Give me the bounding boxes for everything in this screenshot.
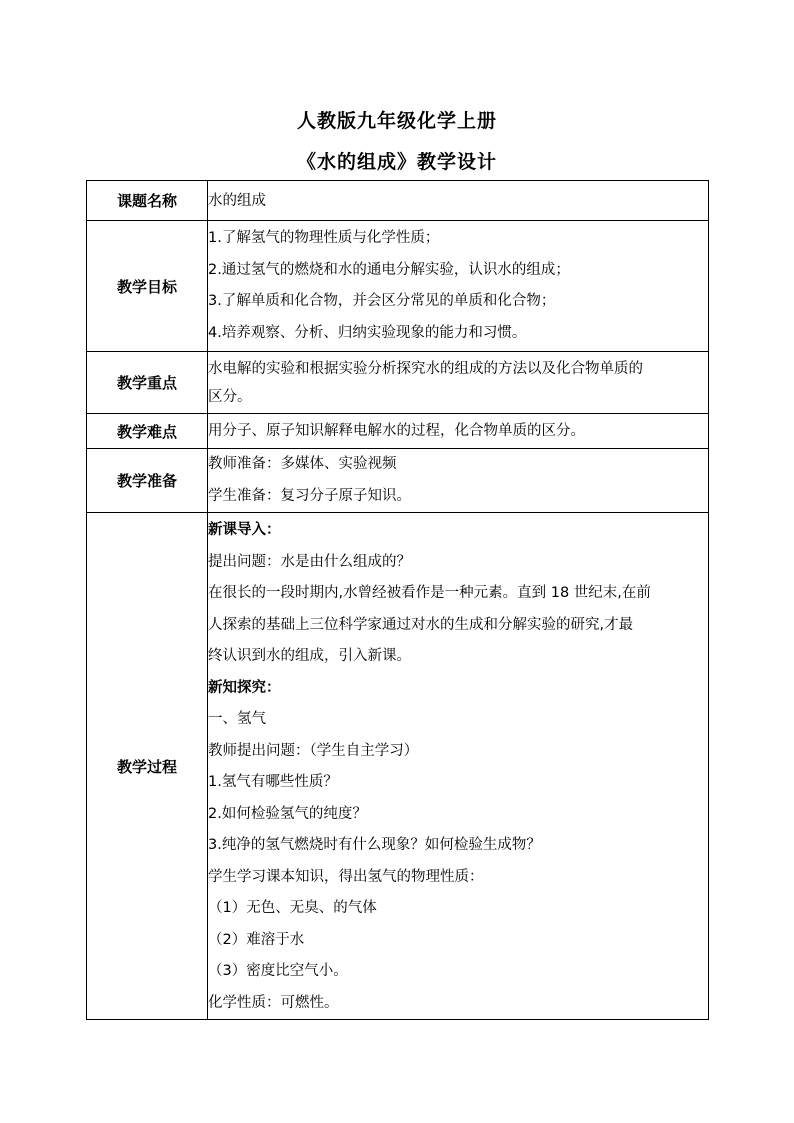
difficulties-label: 教学难点 [87,414,208,449]
process-line: 2.如何检验氢气的纯度？ [208,805,367,822]
process-line: 在很长的一段时期内,水曾经被看作是一种元素。直到 18 世纪末,在前 [208,585,651,601]
table-row-key-points [87,352,709,414]
document-subtitle: 《水的组成》教学设计 [296,151,497,173]
preparation-item: 学生准备：复习分子原子知识。 [208,487,411,504]
table-row-topic [87,181,709,221]
table-row-preparation [87,449,709,513]
table-row-difficulties [87,414,709,449]
process-line: 3.纯净的氢气燃烧时有什么现象？如何检验生成物？ [208,837,541,853]
goal-item: 4.培养观察、分析、归纳实验现象的能力和习惯。 [208,324,527,341]
key-points-content [208,352,709,414]
process-line: 提出问题：水是由什么组成的？ [208,553,411,570]
topic-content [208,181,709,221]
table-row-process [87,513,709,1020]
topic-text: 水的组成 [208,192,266,209]
process-line: （1）无色、无臭、的气体 [208,900,377,916]
process-line: 一、氢气 [208,711,266,727]
process-line: （2）难溶于水 [208,931,305,948]
key-points-text: 区分。 [208,388,252,405]
preparation-content [208,449,709,513]
section-heading: 新课导入： [208,522,281,538]
topic-label: 课题名称 [87,181,208,221]
key-points-label: 教学重点 [87,352,208,414]
goal-item: 1.了解氢气的物理性质与化学性质； [208,230,440,246]
difficulties-text: 用分子、原子知识解释电解水的过程，化合物单质的区分。 [208,423,585,439]
process-line: 学生学习课本知识，得出氢气的物理性质： [208,868,484,885]
goals-label: 教学目标 [87,221,208,352]
goals-content [208,221,709,352]
goal-item: 2.通过氢气的燃烧和水的通电分解实验，认识水的组成； [208,261,570,278]
preparation-item: 教师准备：多媒体、实验视频 [208,456,397,472]
table-row-goals [87,221,709,352]
process-line: （3）密度比空气小。 [208,963,348,979]
process-line: 终认识到水的组成，引入新课。 [208,648,411,664]
lesson-plan-table [86,180,709,1020]
process-line: 人探索的基础上三位科学家通过对水的生成和分解实验的研究,才最 [208,616,634,633]
goal-item: 3.了解单质和化合物，并会区分常见的单质和化合物； [208,293,556,309]
section-heading: 新知探究： [208,679,281,696]
process-label: 教学过程 [87,513,208,1020]
process-line: 1.氢气有哪些性质？ [208,774,338,790]
preparation-label: 教学准备 [87,449,208,513]
difficulties-content [208,414,709,449]
process-line: 教师提出问题：（学生自主学习） [208,742,419,759]
document-title: 人教版九年级化学上册 [296,110,497,132]
key-points-text: 水电解的实验和根据实验分析探究水的组成的方法以及化合物单质的 [208,360,643,377]
process-line: 化学性质：可燃性。 [208,994,339,1011]
process-content [208,513,709,1020]
